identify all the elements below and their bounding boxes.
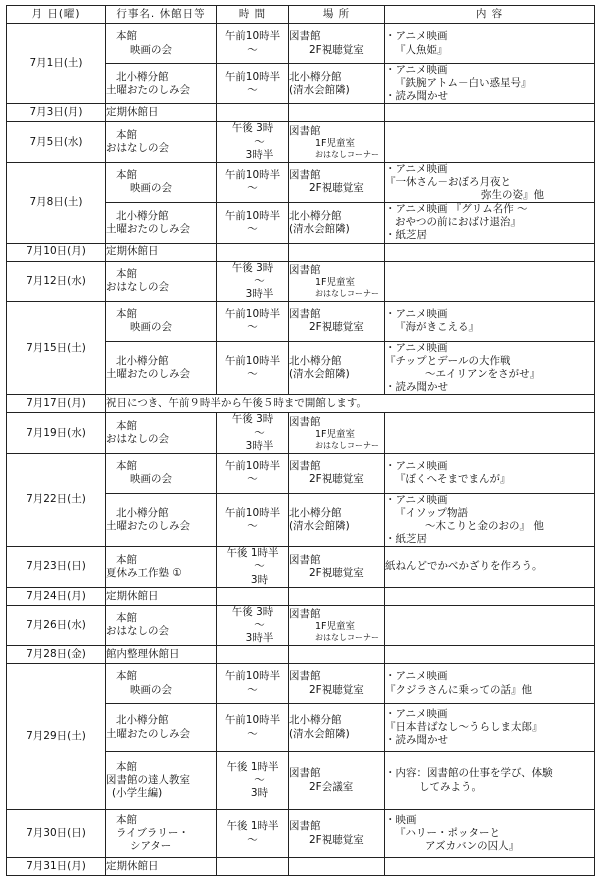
time-cell: 午後 1時半 ～ <box>217 810 289 858</box>
table-row <box>7 587 595 605</box>
event-cell: 本館 おはなしの会 <box>106 605 217 645</box>
date-cell: 7月30日(日) <box>7 810 106 858</box>
date-cell: 7月19日(水) <box>7 413 106 453</box>
table-row <box>7 547 595 587</box>
date-cell: 7月12日(水) <box>7 261 106 301</box>
time-cell: 午後 1時半 ～ 3時 <box>217 752 289 810</box>
date-cell: 7月15日(土) <box>7 301 106 395</box>
content-cell: 紙ねんどでかべかざりを作ろう。 <box>385 547 595 587</box>
content-cell: ・内容：図書館の仕事を学び、体験 してみよう。 <box>385 752 595 810</box>
time-cell: 午後 3時 ～ 3時半 <box>217 605 289 645</box>
time-cell: 午前10時半 ～ <box>217 301 289 341</box>
date-cell: 7月5日(水) <box>7 122 106 162</box>
event-cell: 北小樽分館 土曜おたのしみ会 <box>106 704 217 752</box>
place-cell: 北小樽分館 (清水会館隣) <box>289 203 385 243</box>
table-row <box>7 453 595 493</box>
event-cell: 本館 映画の会 <box>106 453 217 493</box>
event-cell: 本館 おはなしの会 <box>106 122 217 162</box>
time-cell: 午前10時半 ～ <box>217 162 289 202</box>
place-cell: 図書館 2F視聴覚室 <box>289 24 385 64</box>
time-cell: 午前10時半 ～ <box>217 664 289 704</box>
place-cell: 図書館 2F視聴覚室 <box>289 664 385 704</box>
time-cell: 午前10時半 ～ <box>217 493 289 547</box>
closed-cell: 館内整理休館日 <box>106 646 217 664</box>
content-cell: ・アニメ映画 『海がきこえる』 <box>385 301 595 341</box>
time-cell: 午前10時半 ～ <box>217 704 289 752</box>
time-cell: 午前10時半 ～ <box>217 24 289 64</box>
table-row <box>7 413 595 453</box>
header-time: 時 間 <box>217 6 289 24</box>
content-cell: ・アニメ映画 『イソップ物語 ～木こりと金のおの』 他 ・紙芝居 <box>385 493 595 547</box>
event-cell: 北小樽分館 土曜おたのしみ会 <box>106 341 217 395</box>
place-cell: 北小樽分館 (清水会館隣) <box>289 704 385 752</box>
event-cell: 本館 図書館の達人教室 (小学生編) <box>106 752 217 810</box>
header-event: 行事名. 休館日等 <box>106 6 217 24</box>
date-cell: 7月28日(金) <box>7 646 106 664</box>
time-cell: 午後 3時 ～ 3時半 <box>217 413 289 453</box>
schedule-table <box>6 5 595 876</box>
time-cell: 午前10時半 ～ <box>217 64 289 104</box>
table-row <box>7 104 595 122</box>
closed-cell: 定期休館日 <box>106 587 217 605</box>
content-cell: ・アニメ映画 『グリム名作 ～ おやつの前におばけ退治』 ・紙芝居 <box>385 203 595 243</box>
table-row <box>7 243 595 261</box>
notice-cell: 祝日につき、午前９時半から午後５時まで開館します。 <box>106 395 595 413</box>
content-cell: ・アニメ映画 『チップとデールの大作戦 ～エイリアンをさがせ』 ・読み聞かせ <box>385 341 595 395</box>
header-row <box>7 6 595 24</box>
table-row <box>7 810 595 858</box>
place-cell: 図書館 2F視聴覚室 <box>289 810 385 858</box>
date-cell: 7月1日(土) <box>7 24 106 104</box>
table-row <box>7 301 595 341</box>
place-cell: 図書館 1F児童室 おはなしコーナー <box>289 605 385 645</box>
event-cell: 北小樽分館 土曜おたのしみ会 <box>106 64 217 104</box>
place-cell: 図書館 2F視聴覚室 <box>289 301 385 341</box>
table-row <box>7 162 595 202</box>
event-cell: 本館 映画の会 <box>106 24 217 64</box>
event-cell: 本館 夏休み工作塾 ① <box>106 547 217 587</box>
place-cell: 北小樽分館 (清水会館隣) <box>289 341 385 395</box>
place-cell: 図書館 2F視聴覚室 <box>289 547 385 587</box>
header-date: 月 日(曜) <box>7 6 106 24</box>
date-cell: 7月3日(月) <box>7 104 106 122</box>
content-cell: ・アニメ映画 『鉄腕アトム－白い惑星号』 ・読み聞かせ <box>385 64 595 104</box>
table-row <box>7 858 595 876</box>
table-row <box>7 261 595 301</box>
table-row <box>7 122 595 162</box>
closed-cell: 定期休館日 <box>106 104 217 122</box>
date-cell: 7月23日(日) <box>7 547 106 587</box>
place-cell: 図書館 2F会議室 <box>289 752 385 810</box>
event-cell: 本館 映画の会 <box>106 162 217 202</box>
time-cell: 午後 3時 ～ 3時半 <box>217 261 289 301</box>
content-cell: ・アニメ映画 『人魚姫』 <box>385 24 595 64</box>
date-cell: 7月22日(土) <box>7 453 106 547</box>
date-cell: 7月31日(月) <box>7 858 106 876</box>
table-row <box>7 664 595 704</box>
event-cell: 本館 ライブラリー・ シアター <box>106 810 217 858</box>
event-cell: 北小樽分館 土曜おたのしみ会 <box>106 203 217 243</box>
place-cell: 図書館 1F児童室 おはなしコーナー <box>289 413 385 453</box>
event-cell: 本館 おはなしの会 <box>106 261 217 301</box>
table-row <box>7 646 595 664</box>
place-cell: 北小樽分館 (清水会館隣) <box>289 493 385 547</box>
time-cell: 午後 1時半 ～ 3時 <box>217 547 289 587</box>
place-cell: 北小樽分館 (清水会館隣) <box>289 64 385 104</box>
event-cell: 本館 映画の会 <box>106 664 217 704</box>
header-content: 内 容 <box>385 6 595 24</box>
date-cell: 7月10日(月) <box>7 243 106 261</box>
time-cell: 午前10時半 ～ <box>217 203 289 243</box>
event-schedule-document <box>6 5 594 876</box>
date-cell: 7月29日(土) <box>7 664 106 810</box>
table-row <box>7 395 595 413</box>
content-cell: ・映画 『ハリー・ポッターと アズカバンの囚人』 <box>385 810 595 858</box>
time-cell: 午前10時半 ～ <box>217 341 289 395</box>
content-cell: ・アニメ映画 『クジラさんに乗っての話』他 <box>385 664 595 704</box>
closed-cell: 定期休館日 <box>106 243 217 261</box>
place-cell: 図書館 2F視聴覚室 <box>289 453 385 493</box>
date-cell: 7月8日(土) <box>7 162 106 243</box>
closed-cell: 定期休館日 <box>106 858 217 876</box>
content-cell: ・アニメ映画 『ぼくへそまでまんが』 <box>385 453 595 493</box>
event-cell: 本館 おはなしの会 <box>106 413 217 453</box>
content-cell: ・アニメ映画 『日本昔ばなし～うらしま太郎』 ・読み聞かせ <box>385 704 595 752</box>
time-cell: 午後 3時 ～ 3時半 <box>217 122 289 162</box>
event-cell: 北小樽分館 土曜おたのしみ会 <box>106 493 217 547</box>
table-row <box>7 24 595 64</box>
date-cell: 7月17日(月) <box>7 395 106 413</box>
place-cell: 図書館 2F視聴覚室 <box>289 162 385 202</box>
date-cell: 7月26日(水) <box>7 605 106 645</box>
table-row <box>7 605 595 645</box>
time-cell: 午前10時半 ～ <box>217 453 289 493</box>
date-cell: 7月24日(月) <box>7 587 106 605</box>
place-cell: 図書館 1F児童室 おはなしコーナー <box>289 261 385 301</box>
place-cell: 図書館 1F児童室 おはなしコーナー <box>289 122 385 162</box>
header-place: 場 所 <box>289 6 385 24</box>
content-cell: ・アニメ映画 『一休さん－おぼろ月夜と 弥生の姿』他 <box>385 162 595 202</box>
event-cell: 本館 映画の会 <box>106 301 217 341</box>
